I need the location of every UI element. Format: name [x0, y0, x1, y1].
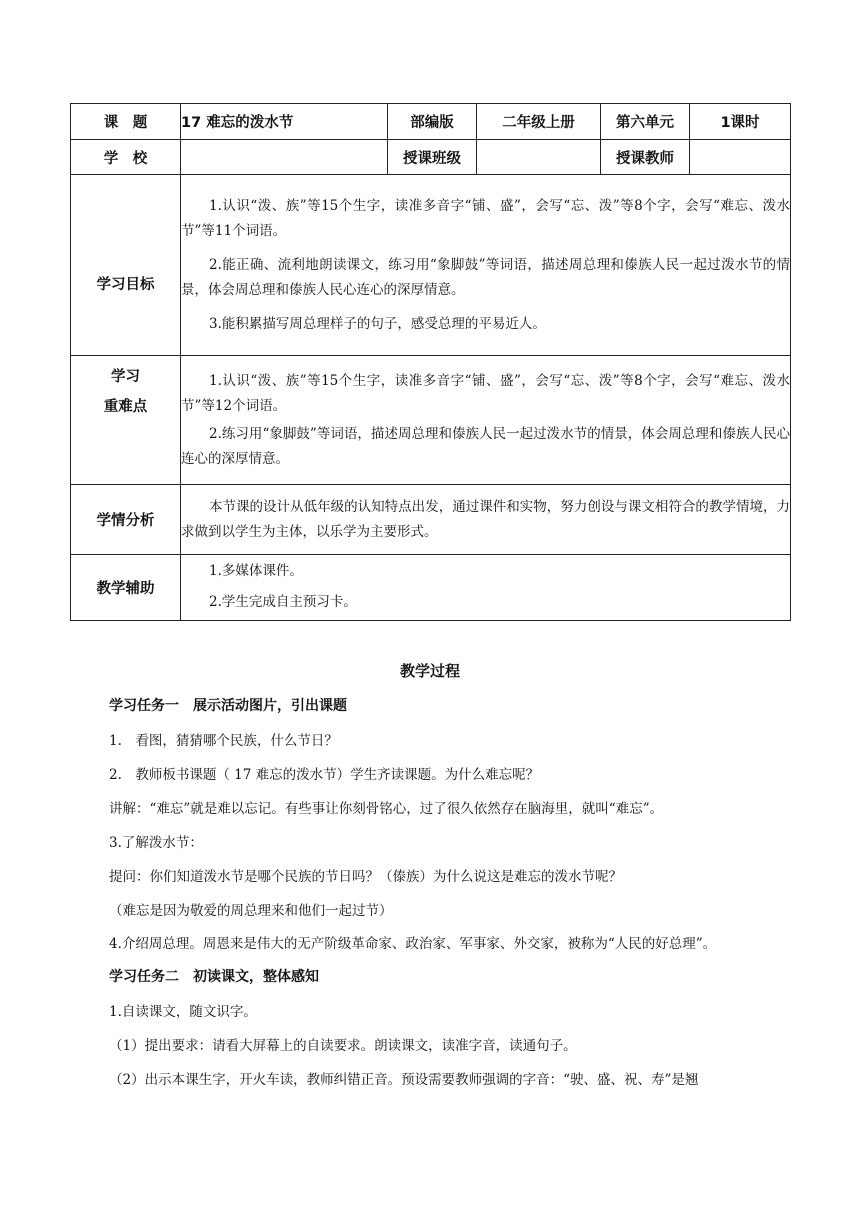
analysis-content — [181, 485, 791, 555]
goals-row — [71, 175, 791, 356]
task-one-heading: 学习任务一 展示活动图片，引出课题 — [109, 698, 347, 714]
process-line: 1.自读课文，随文识字。 — [109, 1004, 257, 1020]
process-line: 讲解：“难忘”就是难以忘记。有些事让你刻骨铭心，过了很久依然存在脑海里，就叫“难忘”。 — [109, 801, 664, 817]
key-points-label — [71, 356, 181, 485]
process-line: 2. 教师板书课题（ 17 难忘的泼水节）学生齐读课题。为什么难忘呢？ — [109, 767, 540, 783]
analysis-text: 本节课的设计从低年级的认知特点出发，通过课件和实物，努力创设与课文相符合的教学情境，力求做到以学生为主体，以乐学为主要形式。 — [181, 498, 790, 540]
aids-label: 教学辅助 — [71, 555, 181, 621]
lesson-title: 17 难忘的泼水节 — [181, 104, 388, 140]
key-point-item: 2.练习用“象脚鼓”等词语，描述周总理和傣族人民一起过泼水节的情景，体会周总理和傣族人民心连心的深厚情意。 — [181, 425, 790, 467]
edition: 部编版 — [388, 104, 477, 140]
process-line: 1. 看图，猜猜哪个民族，什么节日？ — [109, 733, 338, 749]
aids-content — [181, 555, 791, 621]
analysis-label: 学情分析 — [71, 485, 181, 555]
key-points-content — [181, 356, 791, 485]
aid-item: 2.学生完成自主预习卡。 — [209, 594, 357, 610]
process-line: 4.介绍周总理。周恩来是伟大的无产阶级革命家、政治家、军事家、外交家，被称为“人民的好总理”。 — [109, 936, 717, 952]
school-label: 学 校 — [71, 140, 181, 175]
hours: 1课时 — [690, 104, 791, 140]
goal-item: 2.能正确、流利地朗读课文，练习用“象脚鼓”等词语，描述周总理和傣族人民一起过泼水节的情景，体会周总理和傣族人民心连心的深厚情意。 — [181, 256, 790, 298]
class-label: 授课班级 — [388, 140, 477, 175]
teacher-value — [690, 140, 791, 175]
teacher-label: 授课教师 — [601, 140, 690, 175]
school-value — [181, 140, 388, 175]
process-line: 3.了解泼水节： — [109, 835, 203, 851]
class-value — [477, 140, 601, 175]
key-point-item: 1.认识“泼、族”等15个生字，读准多音字“铺、盛”，会写“忘、泼”等8个字，会写“难忘、泼水节”等12个词语。 — [181, 372, 790, 414]
goals-label: 学习目标 — [71, 175, 181, 356]
grade: 二年级上册 — [477, 104, 601, 140]
key-points-label-line2: 重难点 — [103, 399, 148, 415]
process-line: （1）提出要求：请看大屏幕上的自读要求。朗读课文，读准字音，读通句子。 — [109, 1038, 577, 1054]
unit: 第六单元 — [601, 104, 690, 140]
task-two-heading: 学习任务二 初读课文，整体感知 — [109, 969, 319, 985]
lesson-info-table — [70, 103, 791, 621]
school-row — [71, 140, 791, 175]
process-line: （2）出示本课生字，开火车读，教师纠错正音。预设需要教师强调的字音：“驶、盛、祝、寿”是翘 — [109, 1072, 699, 1088]
goal-item: 3.能积累描写周总理样子的句子，感受总理的平易近人。 — [209, 315, 546, 332]
process-title: 教学过程 — [399, 662, 460, 680]
key-points-row — [71, 356, 791, 485]
process-line: （难忘是因为敬爱的周总理来和他们一起过节） — [109, 903, 393, 919]
goals-content — [181, 175, 791, 356]
lesson-label: 课 题 — [71, 104, 181, 140]
process-line: 提问：你们知道泼水节是哪个民族的节日吗？（傣族）为什么说这是难忘的泼水节呢？ — [109, 869, 622, 885]
analysis-row — [71, 485, 791, 555]
key-points-label-line1: 学习 — [111, 369, 140, 385]
aid-item: 1.多媒体课件。 — [209, 563, 303, 579]
aids-row — [71, 555, 791, 621]
goal-item: 1.认识“泼、族”等15个生字，读准多音字“铺、盛”，会写“忘、泼”等8个字，会写“难忘、泼水节”等11个词语。 — [181, 197, 790, 239]
title-row — [71, 104, 791, 140]
